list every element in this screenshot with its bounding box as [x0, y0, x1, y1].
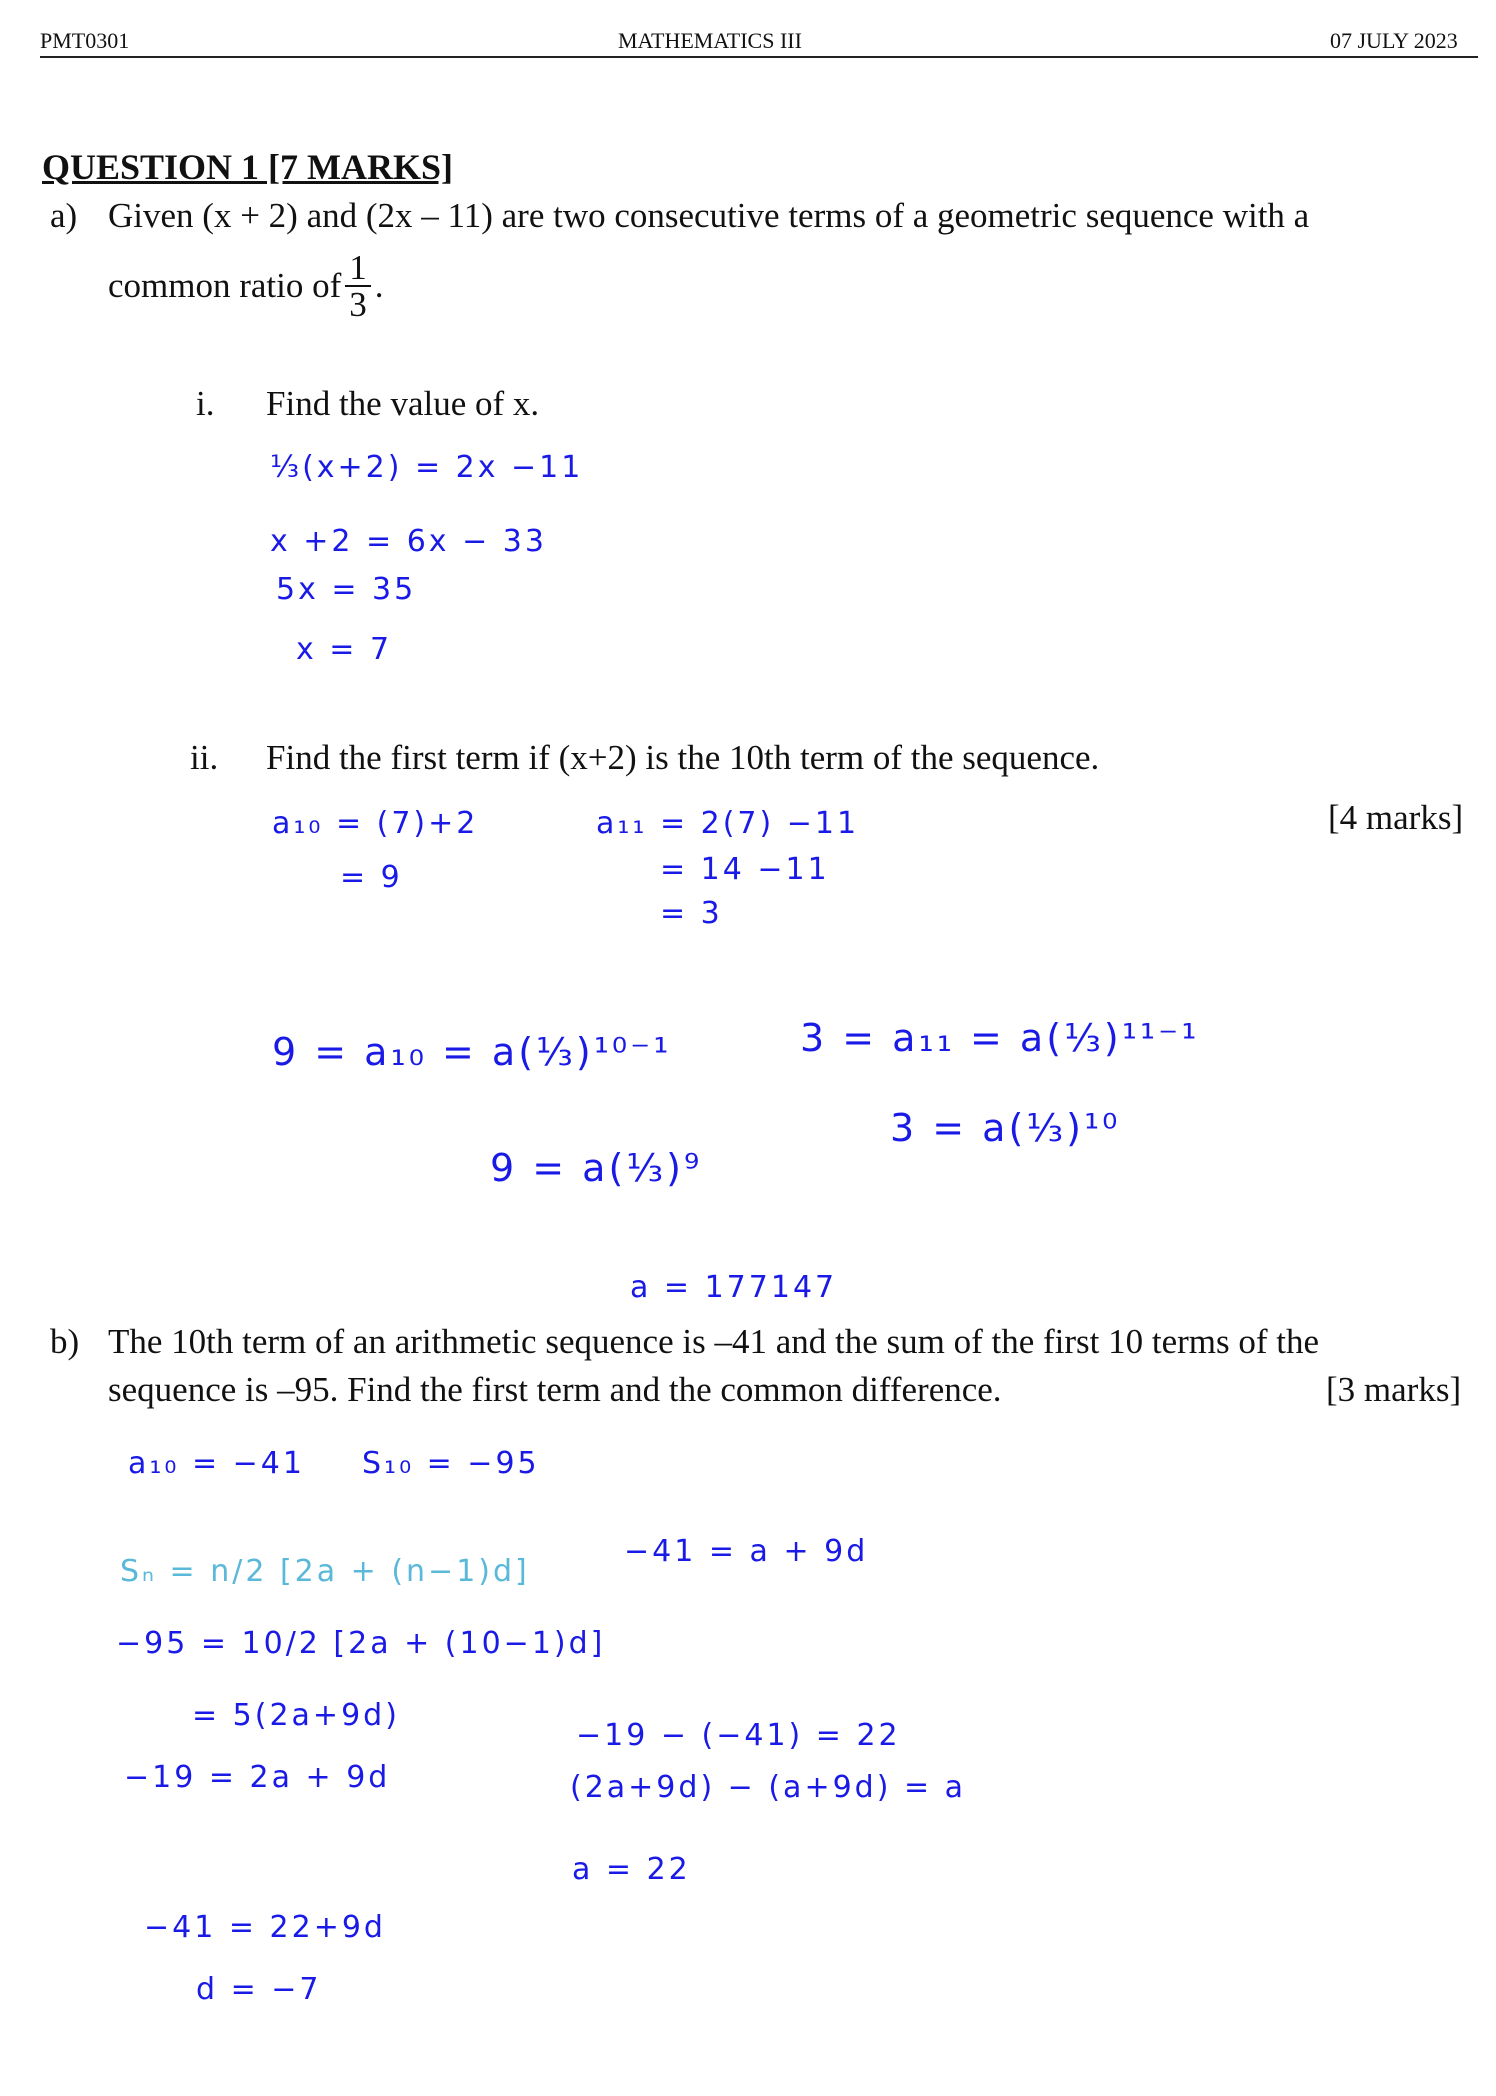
hw-a-i-line-3: 5x = 35	[276, 572, 417, 607]
hw-a-i-line-1: ⅓(x+2) = 2x −11	[270, 450, 584, 485]
hw-b-step-2: = 5(2a+9d)	[192, 1698, 400, 1733]
ratio-fraction	[345, 250, 371, 322]
sub-i-label: i.	[196, 384, 215, 423]
part-b-label: b)	[50, 1322, 80, 1361]
sub-i-text: Find the value of x.	[266, 384, 540, 423]
hw-b-step-1: −95 = 10/2 [2a + (10−1)d]	[116, 1626, 606, 1661]
hw-b-formula: Sₙ = n/2 [2a + (n−1)d]	[120, 1554, 530, 1589]
ratio-denominator: 3	[345, 285, 371, 322]
question-title: QUESTION 1 [7 MARKS]	[42, 147, 454, 187]
sub-ii-text: Find the first term if (x+2) is the 10th term of the sequence.	[266, 738, 1100, 777]
hw-b-step-3: −19 = 2a + 9d	[124, 1760, 391, 1795]
hw-b-right-3: (2a+9d) − (a+9d) = a	[570, 1770, 967, 1805]
hw-b-right-4: a = 22	[572, 1852, 691, 1887]
hw-b-right-1: −41 = a + 9d	[624, 1534, 869, 1569]
part-b-text-2: sequence is –95. Find the first term and the common difference.	[108, 1370, 1002, 1409]
part-a-text-1: Given (x + 2) and (2x – 11) are two consecutive terms of a geometric sequence with a	[108, 196, 1310, 235]
exam-date: 07 JULY 2023	[1330, 28, 1458, 53]
hw-a-ii-answer: a = 177147	[630, 1270, 838, 1305]
hw-b-final-2: d = −7	[196, 1972, 322, 2007]
sub-ii-label: ii.	[190, 738, 219, 777]
part-b-marks: [3 marks]	[1326, 1370, 1462, 1409]
ratio-numerator: 1	[349, 248, 367, 287]
hw-b-given-2: S₁₀ = −95	[362, 1446, 540, 1481]
hw-a-ii-eq-1: 9 = a₁₀ = a(⅓)¹⁰⁻¹	[272, 1030, 672, 1074]
hw-a-ii-eq-4: 3 = a(⅓)¹⁰	[890, 1106, 1121, 1150]
part-a-label: a)	[50, 196, 78, 235]
part-a-marks: [4 marks]	[1328, 798, 1464, 837]
hw-a-i-line-2: x +2 = 6x − 33	[270, 524, 547, 559]
header-rule	[40, 56, 1478, 58]
hw-a-ii-left-2: = 9	[340, 860, 403, 895]
hw-b-final-1: −41 = 22+9d	[144, 1910, 386, 1945]
hw-b-given-1: a₁₀ = −41	[128, 1446, 305, 1481]
hw-a-ii-eq-2: 3 = a₁₁ = a(⅓)¹¹⁻¹	[800, 1016, 1200, 1060]
hw-a-ii-left-1: a₁₀ = (7)+2	[272, 806, 479, 841]
part-a-text-2-row	[108, 250, 384, 322]
hw-a-ii-right-3: = 3	[660, 896, 723, 931]
hw-a-ii-right-1: a₁₁ = 2(7) −11	[596, 806, 860, 841]
hw-b-right-2: −19 − (−41) = 22	[576, 1718, 901, 1753]
course-title: MATHEMATICS III	[618, 28, 802, 53]
part-b-text-1: The 10th term of an arithmetic sequence is –41 and the sum of the first 10 terms of the	[108, 1322, 1320, 1361]
course-code: PMT0301	[40, 28, 130, 53]
hw-a-ii-right-2: = 14 −11	[660, 852, 830, 887]
hw-a-ii-eq-3: 9 = a(⅓)⁹	[490, 1146, 703, 1190]
part-a-text-2: common ratio of	[108, 266, 342, 305]
hw-a-i-line-4: x = 7	[296, 632, 393, 667]
ratio-period: .	[374, 266, 384, 305]
